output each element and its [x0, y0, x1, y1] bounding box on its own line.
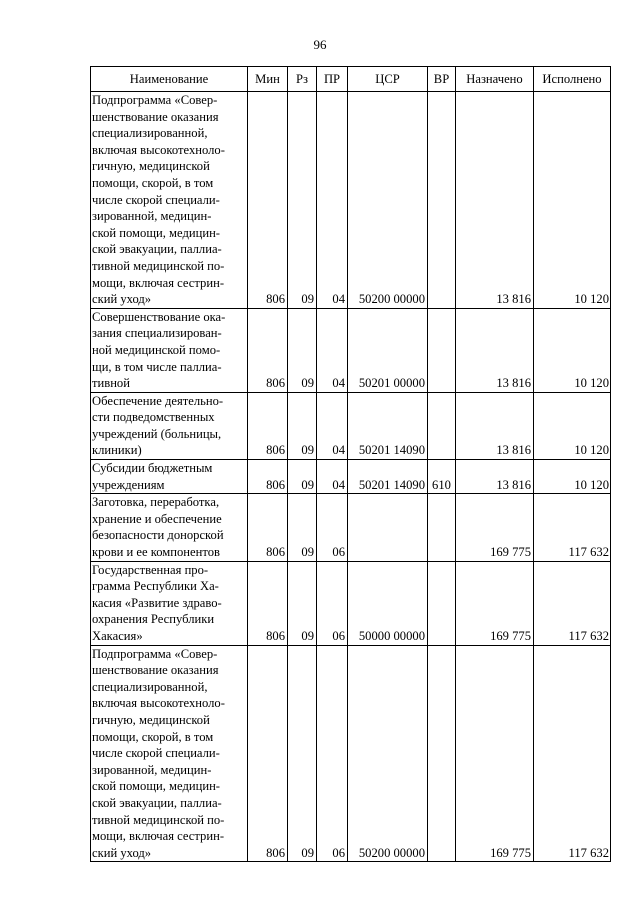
header-vr: ВР — [428, 67, 456, 92]
table-row — [91, 460, 611, 494]
header-executed: Исполнено — [534, 67, 611, 92]
cell-executed: 117 632 — [534, 494, 611, 561]
cell-executed: 10 120 — [534, 392, 611, 459]
cell-rz: 09 — [288, 494, 317, 561]
cell-name — [91, 561, 248, 645]
cell-csr: 50000 00000 — [348, 561, 428, 645]
header-csr: ЦСР — [348, 67, 428, 92]
cell-pr: 04 — [317, 460, 348, 494]
cell-min: 806 — [248, 561, 288, 645]
row-name-text: Заготовка, переработка, хранение и обеспечение безопасности донорской крови и ее компонентов — [92, 495, 224, 560]
cell-pr: 04 — [317, 392, 348, 459]
cell-csr: 50201 14090 — [348, 460, 428, 494]
cell-assigned: 169 775 — [456, 561, 534, 645]
cell-vr — [428, 308, 456, 392]
cell-vr — [428, 92, 456, 309]
page-number: 96 — [313, 37, 327, 52]
cell-name — [91, 392, 248, 459]
cell-assigned: 13 816 — [456, 92, 534, 309]
cell-pr: 04 — [317, 308, 348, 392]
cell-rz: 09 — [288, 392, 317, 459]
table-row — [91, 645, 611, 862]
cell-assigned: 169 775 — [456, 494, 534, 561]
budget-table — [90, 66, 611, 862]
cell-csr: 50201 14090 — [348, 392, 428, 459]
cell-executed: 10 120 — [534, 460, 611, 494]
row-name-text: Обеспечение деятельно- сти подведомственных учреждений (больницы, клиники) — [92, 393, 224, 458]
cell-pr: 06 — [317, 494, 348, 561]
cell-rz: 09 — [288, 460, 317, 494]
cell-rz: 09 — [288, 308, 317, 392]
cell-min: 806 — [248, 460, 288, 494]
cell-csr — [348, 494, 428, 561]
cell-name — [91, 92, 248, 309]
cell-min: 806 — [248, 392, 288, 459]
cell-name — [91, 460, 248, 494]
header-assigned: Назначено — [456, 67, 534, 92]
row-name-text: Государственная про- грамма Республики Ха- касия «Развитие здраво- охранения Республики Хакасия» — [92, 562, 222, 643]
row-name-text: Подпрограмма «Совер- шенствование оказания специализированной, включая высокотехноло- гичную, медицинской помощи, скорой, в том числе скорой специали- зированной, медицин- ской помощи, медицин- ской эвакуации, паллиа- тивной медицинской по- мощи, включая сестрин- ский уход» — [92, 93, 225, 307]
table-row — [91, 561, 611, 645]
cell-name — [91, 645, 248, 862]
cell-vr — [428, 561, 456, 645]
row-name-text: Совершенствование ока- зания специализирован- ной медицинской помо- щи, в том числе паллиа- тивной — [92, 309, 226, 391]
cell-name — [91, 494, 248, 561]
cell-rz: 09 — [288, 561, 317, 645]
cell-executed: 10 120 — [534, 92, 611, 309]
cell-csr: 50200 00000 — [348, 92, 428, 309]
header-rz: Рз — [288, 67, 317, 92]
cell-assigned: 13 816 — [456, 308, 534, 392]
cell-csr: 50200 00000 — [348, 645, 428, 862]
cell-executed: 117 632 — [534, 645, 611, 862]
cell-vr — [428, 645, 456, 862]
cell-assigned: 169 775 — [456, 645, 534, 862]
table-row — [91, 308, 611, 392]
cell-min: 806 — [248, 308, 288, 392]
header-min: Мин — [248, 67, 288, 92]
cell-assigned: 13 816 — [456, 392, 534, 459]
cell-pr: 06 — [317, 561, 348, 645]
cell-pr: 04 — [317, 92, 348, 309]
cell-min: 806 — [248, 92, 288, 309]
header-name: Наименование — [91, 67, 248, 92]
cell-vr — [428, 392, 456, 459]
cell-csr: 50201 00000 — [348, 308, 428, 392]
table-row — [91, 494, 611, 561]
table-header-row — [91, 67, 611, 92]
cell-vr: 610 — [428, 460, 456, 494]
header-pr: ПР — [317, 67, 348, 92]
cell-executed: 10 120 — [534, 308, 611, 392]
cell-rz: 09 — [288, 92, 317, 309]
table-row — [91, 392, 611, 459]
cell-vr — [428, 494, 456, 561]
cell-rz: 09 — [288, 645, 317, 862]
cell-assigned: 13 816 — [456, 460, 534, 494]
cell-pr: 06 — [317, 645, 348, 862]
cell-name — [91, 308, 248, 392]
row-name-text: Субсидии бюджетным учреждениям — [92, 461, 213, 492]
cell-executed: 117 632 — [534, 561, 611, 645]
table-row — [91, 92, 611, 309]
cell-min: 806 — [248, 494, 288, 561]
row-name-text: Подпрограмма «Совер- шенствование оказания специализированной, включая высокотехноло- гичную, медицинской помощи, скорой, в том числе скорой специали- зированной, медицин- ской помощи, медицин- ской эвакуации, паллиа- тивной медицинской по- мощи, включая сестрин- ский уход» — [92, 646, 225, 860]
table-body — [91, 92, 611, 862]
cell-min: 806 — [248, 645, 288, 862]
